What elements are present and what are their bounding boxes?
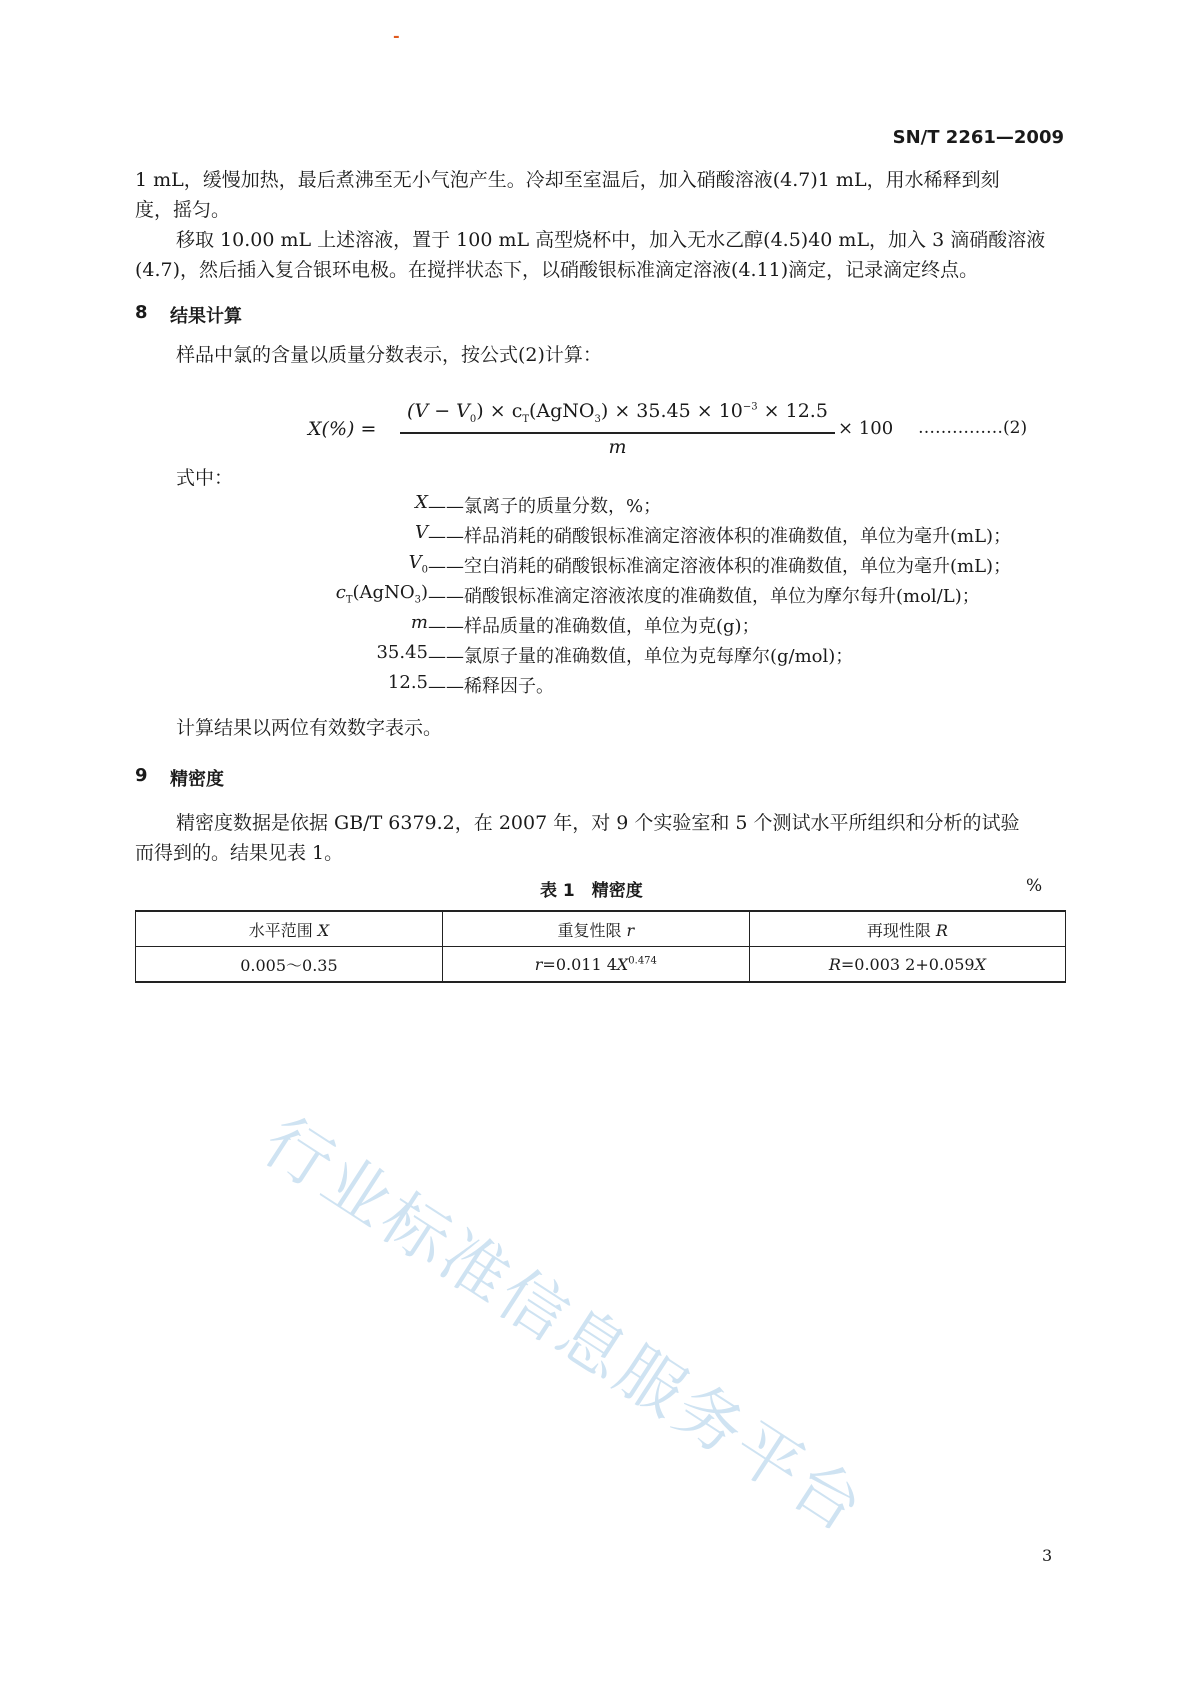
table-cell-range: 0.005～0.35 bbox=[136, 947, 443, 983]
table-header-cell: 重复性限 r bbox=[442, 911, 749, 947]
definition-row bbox=[135, 672, 1035, 700]
definition-row bbox=[135, 522, 1035, 550]
header-mark: - bbox=[393, 26, 400, 45]
definition-text: ——样品消耗的硝酸银标准滴定溶液体积的准确数值，单位为毫升(mL)； bbox=[428, 526, 1012, 547]
section-number: 8 bbox=[135, 302, 148, 323]
definition-text: ——氯原子量的准确数值，单位为克每摩尔(g/mol)； bbox=[428, 646, 854, 667]
definition-symbol: X bbox=[415, 492, 428, 513]
table-unit: % bbox=[1026, 876, 1043, 896]
where-label: 式中： bbox=[176, 467, 234, 489]
paragraph-line: 移取 10.00 mL 上述溶液，置于 100 mL 高型烧杯中，加入无水乙醇(4.5)40 mL，加入 3 滴硝酸溶液 bbox=[176, 229, 1046, 251]
section-title: 精密度 bbox=[170, 769, 224, 790]
table-header-row bbox=[136, 911, 1066, 947]
definition-text: ——氯离子的质量分数，%； bbox=[428, 496, 662, 517]
document-id: SN/T 2261—2009 bbox=[892, 127, 1064, 148]
table-cell-repeatability: r=0.011 $4X^{0.474}$ bbox=[442, 947, 749, 983]
formula-times: × 100 bbox=[838, 418, 894, 439]
definition-symbol: 35.45 bbox=[376, 642, 428, 663]
paragraph-line: 度，摇匀。 bbox=[135, 199, 231, 221]
paragraph-line: 精密度数据是依据 GB/T 6379.2，在 2007 年，对 9 个实验室和 5 个测试水平所组织和分析的试验 bbox=[176, 812, 1020, 834]
formula-denominator: m bbox=[608, 436, 627, 458]
definition-text: ——硝酸银标准滴定溶液浓度的准确数值，单位为摩尔每升(mol/L)； bbox=[428, 586, 980, 607]
definition-text: ——样品质量的准确数值，单位为克(g)； bbox=[428, 616, 760, 637]
definition-row bbox=[135, 642, 1035, 670]
formula-lhs: X(%) = bbox=[308, 418, 377, 440]
watermark: 行业标准信息服务平台 bbox=[249, 1102, 879, 1549]
formula-numerator: $(V - V_0)$ × $c_T(AgNO_3) \times 35.45 \times 10^{-3} \times 12.5$ bbox=[407, 400, 828, 425]
paragraph-line: (4.7)，然后插入复合银环电极。在搅拌状态下，以硝酸银标准滴定溶液(4.11)滴定，记录滴定终点。 bbox=[135, 259, 979, 281]
equation-number: ……………(2) bbox=[918, 418, 1028, 438]
page-number: 3 bbox=[1042, 1546, 1053, 1565]
definition-symbol: m bbox=[410, 612, 428, 633]
table-caption: 表 1 精密度 bbox=[540, 881, 643, 901]
table-header-cell: 再现性限 R bbox=[749, 911, 1065, 947]
calc-note: 计算结果以两位有效数字表示。 bbox=[176, 717, 443, 739]
paragraph-line: 而得到的。结果见表 1。 bbox=[135, 842, 344, 864]
definition-row bbox=[135, 492, 1035, 520]
definition-row bbox=[135, 582, 1035, 610]
table-header-cell: 水平范围 X bbox=[136, 911, 443, 947]
definition-symbol: V bbox=[415, 522, 428, 543]
section-title: 结果计算 bbox=[170, 306, 242, 327]
definition-row bbox=[135, 552, 1035, 580]
precision-table bbox=[135, 910, 1066, 983]
formula bbox=[0, 0, 1190, 470]
calc-intro: 样品中氯的含量以质量分数表示，按公式(2)计算： bbox=[176, 344, 602, 366]
definition-symbol: 12.5 bbox=[387, 672, 428, 693]
section-number: 9 bbox=[135, 765, 148, 786]
paragraph-line: 1 mL，缓慢加热，最后煮沸至无小气泡产生。冷却至室温后，加入硝酸溶液(4.7)1 mL，用水稀释到刻 bbox=[135, 169, 1000, 191]
definition-text: ——稀释因子。 bbox=[428, 676, 554, 697]
definition-symbol: $c_T(AgNO_3)$ bbox=[335, 582, 428, 606]
definition-symbol: $V_0$ bbox=[408, 552, 428, 576]
table-row bbox=[136, 947, 1066, 983]
definition-text: ——空白消耗的硝酸银标准滴定溶液体积的准确数值，单位为毫升(mL)； bbox=[428, 556, 1012, 577]
definition-row bbox=[135, 612, 1035, 640]
table-cell-reproducibility: R=0.003 2+0.059X bbox=[749, 947, 1065, 983]
fraction-bar bbox=[400, 432, 835, 434]
